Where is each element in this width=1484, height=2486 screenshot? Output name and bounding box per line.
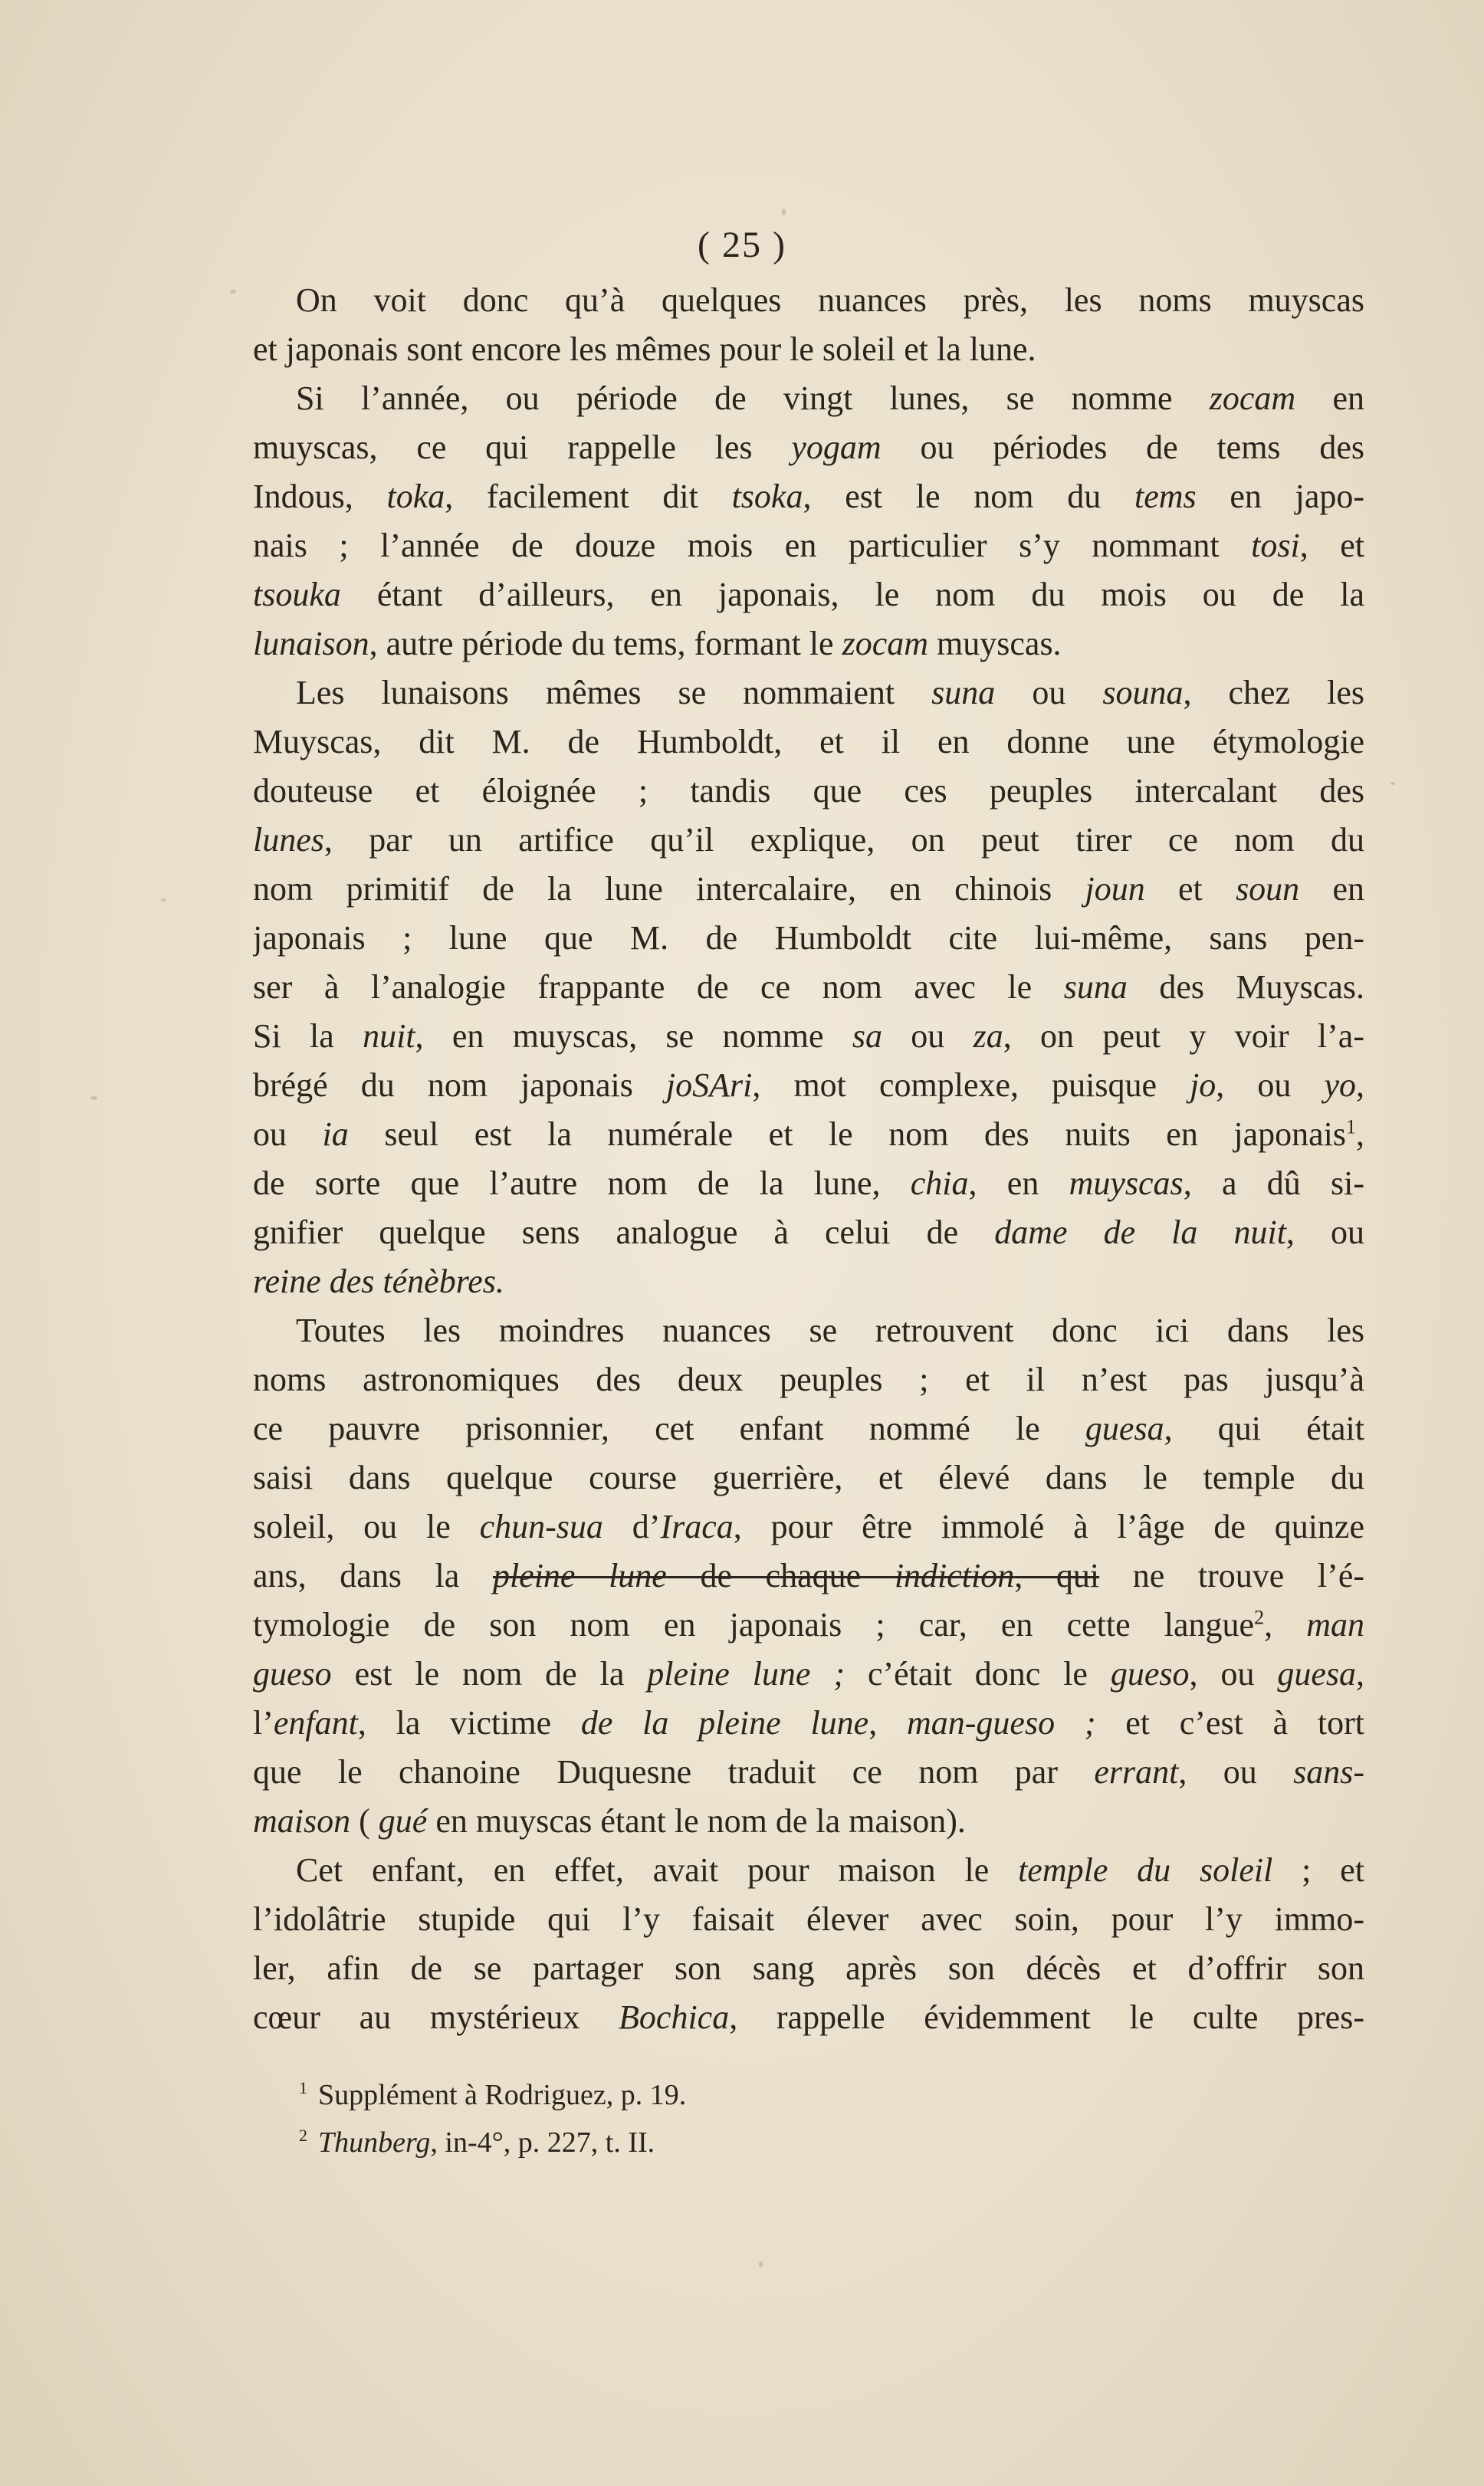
text-line: ans, dans la pleine lune de chaque indiction, qui ne trouve l’é- [253, 1557, 1364, 1594]
paper-speck [1390, 782, 1395, 785]
footnote-mark: 2 [299, 2126, 307, 2146]
text-line: l’idolâtrie stupide qui l’y faisait élever avec soin, pour l’y immo- [253, 1900, 1364, 1938]
text-line: lunes, par un artifice qu’il explique, on peut tirer ce nom du [253, 821, 1364, 859]
text-line: l’enfant, la victime de la pleine lune, man-gueso ; et c’est à tort [253, 1704, 1364, 1742]
text-line: Toutes les moindres nuances se retrouvent donc ici dans les [296, 1312, 1364, 1349]
text-line: tymologie de son nom en japonais ; car, en cette langue$^2$, man [253, 1606, 1364, 1644]
text-line: ler, afin de se partager son sang après son décès et d’offrir son [253, 1949, 1364, 1987]
text-line: saisi dans quelque course guerrière, et élevé dans le temple du [253, 1459, 1364, 1496]
page-number: ( 25 ) [698, 225, 786, 265]
text-line: noms astronomiques des deux peuples ; et il n’est pas jusqu’à [253, 1361, 1364, 1398]
text-line: Muyscas, dit M. de Humboldt, et il en donne une étymologie [253, 723, 1364, 760]
text-line: soleil, ou le chun-sua d’Iraca, pour être immolé à l’âge de quinze [253, 1508, 1364, 1545]
text-line: ser à l’analogie frappante de ce nom avec le suna des Muyscas. [253, 968, 1364, 1006]
text-line: japonais ; lune que M. de Humboldt cite lui-même, sans pen- [253, 919, 1364, 957]
paper-speck [90, 1096, 97, 1100]
text-line: lunaison, autre période du tems, formant le zocam muyscas. [253, 625, 1062, 662]
text-line: brégé du nom japonais joSAri, mot complexe, puisque jo, ou yo, [253, 1066, 1364, 1104]
text-line: gnifier quelque sens analogue à celui de dame de la nuit, ou [253, 1213, 1364, 1251]
footnotes [299, 2071, 1357, 2166]
struck-text: pleine lune de chaque indiction, qui [492, 1557, 1100, 1594]
text-line: et japonais sont encore les mêmes pour le soleil et la lune. [253, 330, 1036, 368]
text-line: gueso est le nom de la pleine lune ; c’était donc le gueso, ou guesa, [253, 1655, 1364, 1693]
paper-speck [782, 209, 786, 215]
text-line: reine des ténèbres. [253, 1263, 504, 1300]
footnote-1: $^1$ Supplément à Rodriguez, p. 19. [299, 2078, 687, 2111]
paper-speck [230, 290, 236, 294]
text-line: que le chanoine Duquesne traduit ce nom par errant, ou sans- [253, 1753, 1364, 1791]
text-line: Cet enfant, en effet, avait pour maison le temple du soleil ; et [296, 1851, 1364, 1889]
footnote-ref: 2 [1254, 1606, 1265, 1629]
text-line: tsouka étant d’ailleurs, en japonais, le nom du mois ou de la [253, 576, 1364, 613]
text-line: maison ( gué en muyscas étant le nom de la maison). [253, 1802, 966, 1840]
paper-speck [759, 2261, 763, 2268]
text-line: ce pauvre prisonnier, cet enfant nommé le guesa, qui était [253, 1410, 1364, 1447]
footnote-mark: 1 [299, 2078, 307, 2098]
text-line: Si la nuit, en muyscas, se nomme sa ou za, on peut y voir l’a- [253, 1017, 1364, 1055]
body-text [253, 276, 1364, 2042]
footnote-ref: 1 [1346, 1115, 1356, 1138]
text-line: Si l’année, ou période de vingt lunes, se nomme zocam en [296, 379, 1364, 417]
text-line: ou ia seul est la numérale et le nom des nuits en japonais$^1$, [253, 1115, 1364, 1153]
text-line: muyscas, ce qui rappelle les yogam ou périodes de tems des [253, 429, 1364, 466]
text-line: cœur au mystérieux Bochica, rappelle évidemment le culte pres- [253, 1998, 1364, 2036]
text-line: nais ; l’année de douze mois en particulier s’y nommant tosi, et [253, 527, 1364, 564]
text-line: de sorte que l’autre nom de la lune, chia, en muyscas, a dû si- [253, 1164, 1364, 1202]
text-line: douteuse et éloignée ; tandis que ces peuples intercalant des [253, 772, 1364, 810]
text-line: On voit donc qu’à quelques nuances près, les noms muyscas [296, 281, 1364, 319]
text-line: Indous, toka, facilement dit tsoka, est le nom du tems en japo- [253, 478, 1364, 515]
paper-speck [161, 898, 166, 901]
text-line: Les lunaisons mêmes se nommaient suna ou souna, chez les [296, 674, 1364, 711]
footnote-2: $^2$ Thunberg, in-4°, p. 227, t. II. [299, 2126, 655, 2159]
text-line: nom primitif de la lune intercalaire, en chinois joun et soun en [253, 870, 1364, 908]
